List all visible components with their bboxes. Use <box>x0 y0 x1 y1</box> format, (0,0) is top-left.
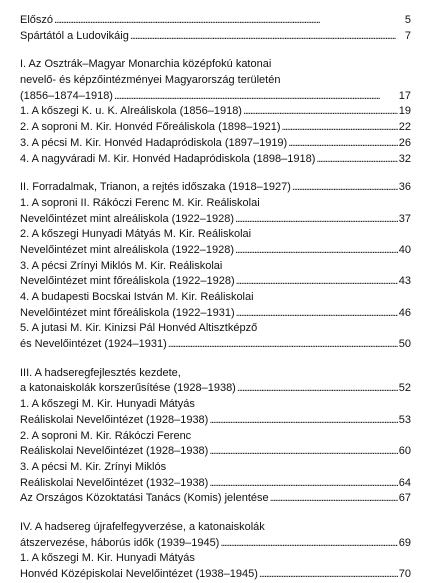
dot-leader <box>54 13 404 29</box>
toc-entry <box>20 29 411 45</box>
toc-entry <box>20 104 411 120</box>
toc-entry-title: III. A hadseregfejlesztés kezdete, <box>20 366 181 379</box>
toc-entry-title: Spártától a Ludovikáig <box>20 29 129 42</box>
toc-entry-line <box>20 381 411 397</box>
dot-leader <box>316 152 397 168</box>
toc-page-number: 43 <box>398 275 411 288</box>
toc-page-number: 70 <box>398 568 411 580</box>
toc-entry-line <box>20 366 411 382</box>
toc-entry-title: Nevelőintézet mint főreáliskola (1922–1931) <box>20 306 235 319</box>
dot-leader <box>114 89 398 105</box>
toc-entry-line <box>20 259 411 275</box>
toc-page-number: 7 <box>404 29 411 42</box>
dot-leader <box>220 536 397 552</box>
toc-entry <box>20 259 411 290</box>
toc-entry-line <box>20 321 411 337</box>
toc-entry-line <box>20 429 411 445</box>
toc-entry-title: átszervezése, háborús idők (1939–1945) <box>20 536 220 549</box>
toc-entry-title: a katonaiskolák korszerűsítése (1928–1938) <box>20 382 236 395</box>
toc-entry <box>20 227 411 258</box>
toc-entry <box>20 290 411 321</box>
toc-entry <box>20 397 411 428</box>
toc-page-number: 53 <box>398 413 411 426</box>
toc-entry <box>20 57 411 104</box>
toc-entry-title: Nevelőintézet mint főreáliskola (1922–1928) <box>20 275 235 288</box>
toc-entry-line <box>20 13 411 29</box>
toc-page-number: 67 <box>398 492 411 505</box>
toc-entry-title: Az Országos Közoktatási Tanács (Komis) jelentése <box>20 492 269 505</box>
toc-page-number: 32 <box>398 152 411 165</box>
toc-entry-line <box>20 460 411 476</box>
toc-entry-title: 5. A jutasi M. Kir. Kinizsi Pál Honvéd Altisztképző <box>20 322 258 335</box>
toc-entry <box>20 520 411 551</box>
toc-page-number: 37 <box>398 212 411 225</box>
toc-page-number: 5 <box>404 14 411 26</box>
toc-entry <box>20 429 411 460</box>
toc-page-number: 52 <box>398 382 411 395</box>
section-gap <box>20 167 411 180</box>
toc-entry <box>20 152 411 168</box>
toc-entry-title: 4. A budapesti Bocskai István M. Kir. Reáliskolai <box>20 291 254 303</box>
toc-entry-title: és Nevelőintézet (1924–1931) <box>20 338 167 351</box>
toc-entry-title: Reáliskolai Nevelőintézet (1928–1938) <box>20 413 209 426</box>
toc-entry-title: IV. A hadsereg újrafelfegyverzése, a katonaiskolák <box>20 520 265 533</box>
toc-page-number: 64 <box>398 476 411 489</box>
toc-entry-title: Reáliskolai Nevelőintézet (1928–1938) <box>20 445 209 458</box>
toc-page-number: 50 <box>398 338 411 351</box>
toc-entry-title: Honvéd Középiskolai Nevelőintézet (1938–1945) <box>20 568 258 580</box>
dot-leader <box>259 567 398 583</box>
toc-page-number: 60 <box>398 445 411 458</box>
dot-leader <box>237 381 398 397</box>
toc-entry-line <box>20 397 411 413</box>
toc-entry-line <box>20 212 411 228</box>
toc-entry-line <box>20 243 411 259</box>
toc-entry-title: 1. A soproni II. Rákóczi Ferenc M. Kir. Reáliskolai <box>20 196 260 209</box>
dot-leader <box>270 491 398 507</box>
toc-entry-line <box>20 444 411 460</box>
toc-entry-title: II. Forradalmak, Trianon, a rejtés időszaka (1918–1927) <box>20 181 291 194</box>
dot-leader <box>292 180 398 196</box>
toc-entry-title: 2. A soproni M. Kir. Honvéd Főreáliskola (1898–1921) <box>20 121 281 134</box>
toc-entry <box>20 491 411 507</box>
toc-entry-title: Nevelőintézet mint alreáliskola (1922–1928) <box>20 212 235 225</box>
toc-entry-line <box>20 290 411 306</box>
toc-entry-title: 2. A soproni M. Kir. Rákóczi Ferenc <box>20 429 192 442</box>
toc-entry-title: Előszó <box>20 14 54 26</box>
dot-leader <box>288 136 398 152</box>
toc-entry-line <box>20 413 411 429</box>
toc-entry-title: Reáliskolai Nevelőintézet (1932–1938) <box>20 476 209 489</box>
toc-entry <box>20 551 411 582</box>
toc-entry-line <box>20 152 411 168</box>
toc-entry-title: 1. A kőszegi M. Kir. Hunyadi Mátyás <box>20 552 195 565</box>
toc-entry-line <box>20 274 411 290</box>
toc-entry <box>20 460 411 491</box>
toc-page-number: 26 <box>398 136 411 149</box>
toc-entry-title: 3. A pécsi Zrínyi Miklós M. Kir. Reáliskolai <box>20 259 223 272</box>
toc-entry-line <box>20 551 411 567</box>
section-gap <box>20 44 411 57</box>
toc-entry-title: 4. A nagyváradi M. Kir. Honvéd Hadapródiskola (1898–1918) <box>20 152 316 165</box>
toc-page-number: 22 <box>398 121 411 134</box>
toc-page-number: 46 <box>398 306 411 319</box>
toc-entry-title: 3. A pécsi M. Kir. Zrínyi Miklós <box>20 460 167 473</box>
section-gap <box>20 507 411 520</box>
toc-entry <box>20 180 411 196</box>
toc-entry-line <box>20 476 411 492</box>
toc-entry-line <box>20 567 411 583</box>
toc-entry <box>20 366 411 397</box>
toc-entry-line <box>20 180 411 196</box>
dot-leader <box>168 337 398 353</box>
dot-leader <box>235 243 398 259</box>
toc-entry <box>20 120 411 136</box>
dot-leader <box>209 444 397 460</box>
dot-leader <box>130 29 404 45</box>
dot-leader <box>236 306 398 322</box>
toc-entry-line <box>20 536 411 552</box>
toc-entry-title: 1. A kőszegi M. Kir. Hunyadi Mátyás <box>20 398 195 411</box>
toc-entry-title: Nevelőintézet mint alreáliskola (1922–1928) <box>20 243 235 256</box>
toc-entry-line <box>20 491 411 507</box>
toc-entry <box>20 196 411 227</box>
toc-entry-line <box>20 104 411 120</box>
dot-leader <box>243 104 398 120</box>
toc-entry <box>20 136 411 152</box>
dot-leader <box>209 476 397 492</box>
toc-page-number: 36 <box>398 181 411 194</box>
toc-entry-line <box>20 227 411 243</box>
dot-leader <box>235 212 398 228</box>
toc-entry <box>20 13 411 29</box>
dot-leader <box>209 413 397 429</box>
toc-entry-line <box>20 120 411 136</box>
toc-entry-line <box>20 520 411 536</box>
toc-entry-line <box>20 337 411 353</box>
toc-entry-title: nevelő- és képzőintézményei Magyarország területén <box>20 74 281 87</box>
toc-entry-line <box>20 306 411 322</box>
toc-entry-line <box>20 73 411 89</box>
dot-leader <box>236 274 398 290</box>
toc-page-number: 19 <box>398 105 411 118</box>
dot-leader <box>281 120 397 136</box>
toc-entry-line <box>20 57 411 73</box>
toc-entry-line <box>20 196 411 212</box>
toc-entry-title: I. Az Osztrák–Magyar Monarchia középfokú katonai <box>20 58 272 71</box>
toc-entry <box>20 321 411 352</box>
toc-entry-title: 1. A kőszegi K. u. K. Alreáliskola (1856–1918) <box>20 105 242 118</box>
toc-entry-line <box>20 89 411 105</box>
section-gap <box>20 353 411 366</box>
toc-page-number: 40 <box>398 243 411 256</box>
toc-page-number: 17 <box>398 89 411 102</box>
toc-entry-line <box>20 29 411 45</box>
toc-entry-title: 2. A kőszegi Hunyadi Mátyás M. Kir. Reáliskolai <box>20 228 252 241</box>
toc-entry-title: 3. A pécsi M. Kir. Honvéd Hadapródiskola (1897–1919) <box>20 136 288 149</box>
toc-entry-title: (1856–1874–1918) <box>20 89 113 102</box>
toc-page-number: 69 <box>398 536 411 549</box>
toc-entry-line <box>20 136 411 152</box>
